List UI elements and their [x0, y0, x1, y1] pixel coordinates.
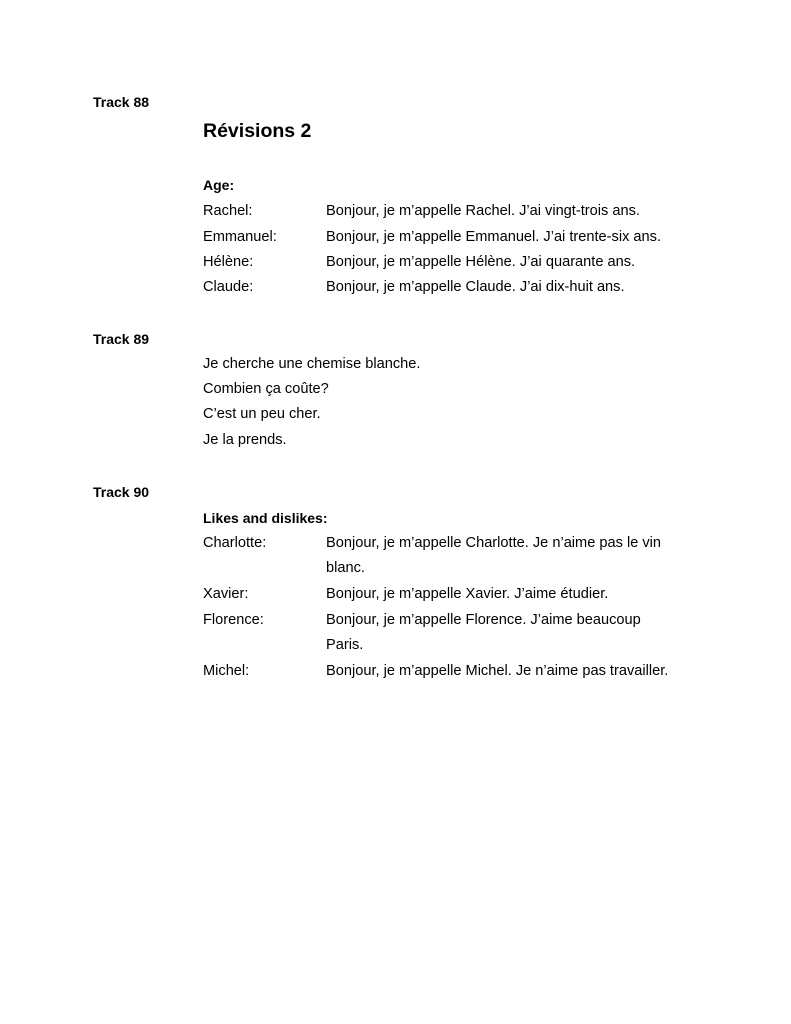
track-89-label: Track 89	[93, 331, 150, 347]
speaker-xavier: Xavier:	[203, 586, 249, 602]
phrase-line-4: Je la prends.	[203, 432, 287, 448]
speaker-charlotte: Charlotte:	[203, 535, 267, 551]
speech-claude: Bonjour, je m’appelle Claude. J’ai dix-huit ans.	[326, 279, 625, 295]
speech-michel: Bonjour, je m’appelle Michel. Je n’aime pas travailler.	[326, 663, 669, 679]
age-subheading: Age:	[203, 177, 235, 193]
speech-xavier: Bonjour, je m’appelle Xavier. J’aime étudier.	[326, 586, 609, 602]
speaker-helene: Hélène:	[203, 254, 254, 270]
speech-charlotte: Bonjour, je m’appelle Charlotte. Je n’aime pas le vin	[326, 535, 662, 551]
speaker-claude: Claude:	[203, 279, 254, 295]
phrase-line-2: Combien ça coûte?	[203, 381, 329, 397]
track-88-label: Track 88	[93, 94, 150, 110]
speaker-emmanuel: Emmanuel:	[203, 229, 277, 245]
speech-rachel: Bonjour, je m’appelle Rachel. J’ai vingt-trois ans.	[326, 203, 640, 219]
phrase-line-1: Je cherche une chemise blanche.	[203, 356, 421, 372]
speaker-florence: Florence:	[203, 612, 264, 628]
speech-florence: Bonjour, je m’appelle Florence. J’aime beaucoup	[326, 612, 641, 628]
page-title: Révisions 2	[203, 120, 312, 142]
likes-subheading: Likes and dislikes:	[203, 510, 328, 526]
speaker-rachel: Rachel:	[203, 203, 253, 219]
speech-helene: Bonjour, je m’appelle Hélène. J’ai quarante ans.	[326, 254, 636, 270]
speech-emmanuel: Bonjour, je m’appelle Emmanuel. J’ai trente-six ans.	[326, 229, 662, 245]
phrase-line-3: C’est un peu cher.	[203, 406, 321, 422]
speaker-michel: Michel:	[203, 663, 250, 679]
speech-charlotte-continued: blanc.	[326, 560, 365, 576]
speech-florence-continued: Paris.	[326, 637, 364, 653]
track-90-label: Track 90	[93, 484, 150, 500]
